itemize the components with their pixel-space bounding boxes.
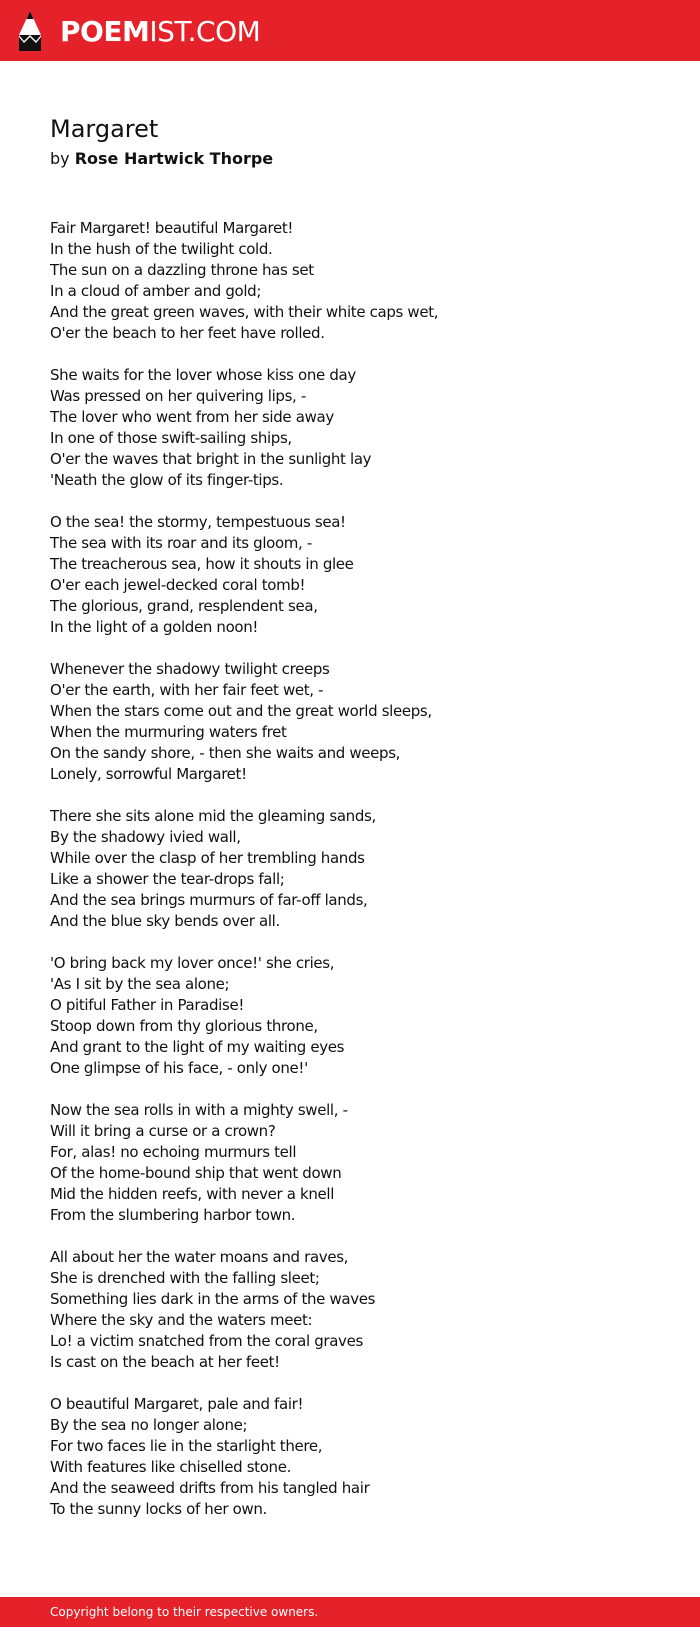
poem-line: And grant to the light of my waiting eyes: [50, 1038, 345, 1056]
site-footer: [0, 1597, 700, 1627]
poem-line: In one of those swift-sailing ships,: [50, 429, 292, 447]
poem-line: By the sea no longer alone;: [50, 1416, 248, 1434]
poem-line: 'As I sit by the sea alone;: [50, 975, 230, 993]
poem-line: Stoop down from thy glorious throne,: [50, 1017, 318, 1035]
poem-line: The sun on a dazzling throne has set: [50, 261, 314, 279]
poem-line: In the hush of the twilight cold.: [50, 240, 273, 258]
stanza: [50, 365, 670, 491]
poem-line: The lover who went from her side away: [50, 408, 334, 426]
poem-line: The glorious, grand, resplendent sea,: [50, 597, 318, 615]
poem-line: All about her the water moans and raves,: [50, 1248, 349, 1266]
logo-wordmark-light: IST.COM: [149, 14, 261, 48]
stanza: [50, 218, 670, 344]
poem-line: Was pressed on her quivering lips, -: [50, 387, 306, 405]
poem-line: 'Neath the glow of its finger-tips.: [50, 471, 284, 489]
poem-line: For, alas! no echoing murmurs tell: [50, 1143, 297, 1161]
poem-line: By the shadowy ivied wall,: [50, 828, 241, 846]
stanza: [50, 1394, 670, 1520]
poem-line: O the sea! the stormy, tempestuous sea!: [50, 513, 346, 531]
poem-line: Fair Margaret! beautiful Margaret!: [50, 219, 294, 237]
stanza: [50, 1100, 670, 1226]
poem-line: The sea with its roar and its gloom, -: [50, 534, 312, 552]
poem-line: She is drenched with the falling sleet;: [50, 1269, 320, 1287]
poem-line: Something lies dark in the arms of the waves: [50, 1290, 376, 1308]
poem-body: [50, 218, 670, 1541]
poem-line: O'er the earth, with her fair feet wet, -: [50, 681, 324, 699]
poem-line: O pitiful Father in Paradise!: [50, 996, 244, 1014]
poem-line: When the stars come out and the great world sleeps,: [50, 702, 432, 720]
poem-line: 'O bring back my lover once!' she cries,: [50, 954, 335, 972]
poem-line: And the blue sky bends over all.: [50, 912, 280, 930]
stanza: [50, 953, 670, 1079]
poem-line: She waits for the lover whose kiss one day: [50, 366, 356, 384]
poem-line: There she sits alone mid the gleaming sands,: [50, 807, 376, 825]
poem-title: Margaret: [50, 115, 159, 143]
poem-line: While over the clasp of her trembling hands: [50, 849, 365, 867]
poem-line: O beautiful Margaret, pale and fair!: [50, 1395, 304, 1413]
site-header: [0, 0, 700, 61]
logo-wordmark-bold: POEM: [60, 14, 150, 48]
poem-line: And the great green waves, with their white caps wet,: [50, 303, 439, 321]
byline: [50, 147, 273, 171]
stanza: [50, 806, 670, 932]
poem-line: Of the home-bound ship that went down: [50, 1164, 342, 1182]
poem-line: Will it bring a curse or a crown?: [50, 1122, 276, 1140]
poem-line: The treacherous sea, how it shouts in glee: [50, 555, 354, 573]
poem-line: Like a shower the tear-drops fall;: [50, 870, 285, 888]
poem-line: Whenever the shadowy twilight creeps: [50, 660, 330, 678]
poem-line: For two faces lie in the starlight there,: [50, 1437, 323, 1455]
poem-line: Where the sky and the waters meet:: [50, 1311, 313, 1329]
stanza: [50, 512, 670, 638]
poem-line: In a cloud of amber and gold;: [50, 282, 262, 300]
poem-line: In the light of a golden noon!: [50, 618, 259, 636]
poem-line: One glimpse of his face, - only one!': [50, 1059, 308, 1077]
pencil-icon: [16, 9, 44, 53]
poem-line: To the sunny locks of her own.: [50, 1500, 267, 1518]
poem-line: Now the sea rolls in with a mighty swell, -: [50, 1101, 348, 1119]
poem-line: Is cast on the beach at her feet!: [50, 1353, 280, 1371]
poem-line: Mid the hidden reefs, with never a knell: [50, 1185, 335, 1203]
poem-line: O'er the beach to her feet have rolled.: [50, 324, 325, 342]
author-name: Rose Hartwick Thorpe: [74, 149, 274, 168]
stanza: [50, 1247, 670, 1373]
poem-line: O'er the waves that bright in the sunlight lay: [50, 450, 372, 468]
stanza: [50, 659, 670, 785]
poem-line: With features like chiselled stone.: [50, 1458, 291, 1476]
poem-line: Lo! a victim snatched from the coral graves: [50, 1332, 363, 1350]
poem-line: O'er each jewel-decked coral tomb!: [50, 576, 306, 594]
poem-line: From the slumbering harbor town.: [50, 1206, 296, 1224]
poem-line: Lonely, sorrowful Margaret!: [50, 765, 247, 783]
site-logo[interactable]: [16, 8, 260, 54]
by-label: by: [50, 149, 70, 168]
poem-line: And the sea brings murmurs of far-off lands,: [50, 891, 368, 909]
poem-line: And the seaweed drifts from his tangled hair: [50, 1479, 370, 1497]
poem-line: On the sandy shore, - then she waits and weeps,: [50, 744, 401, 762]
poem-line: When the murmuring waters fret: [50, 723, 287, 741]
copyright-text: Copyright belong to their respective owners.: [50, 1605, 319, 1619]
logo-wordmark: [60, 15, 260, 48]
